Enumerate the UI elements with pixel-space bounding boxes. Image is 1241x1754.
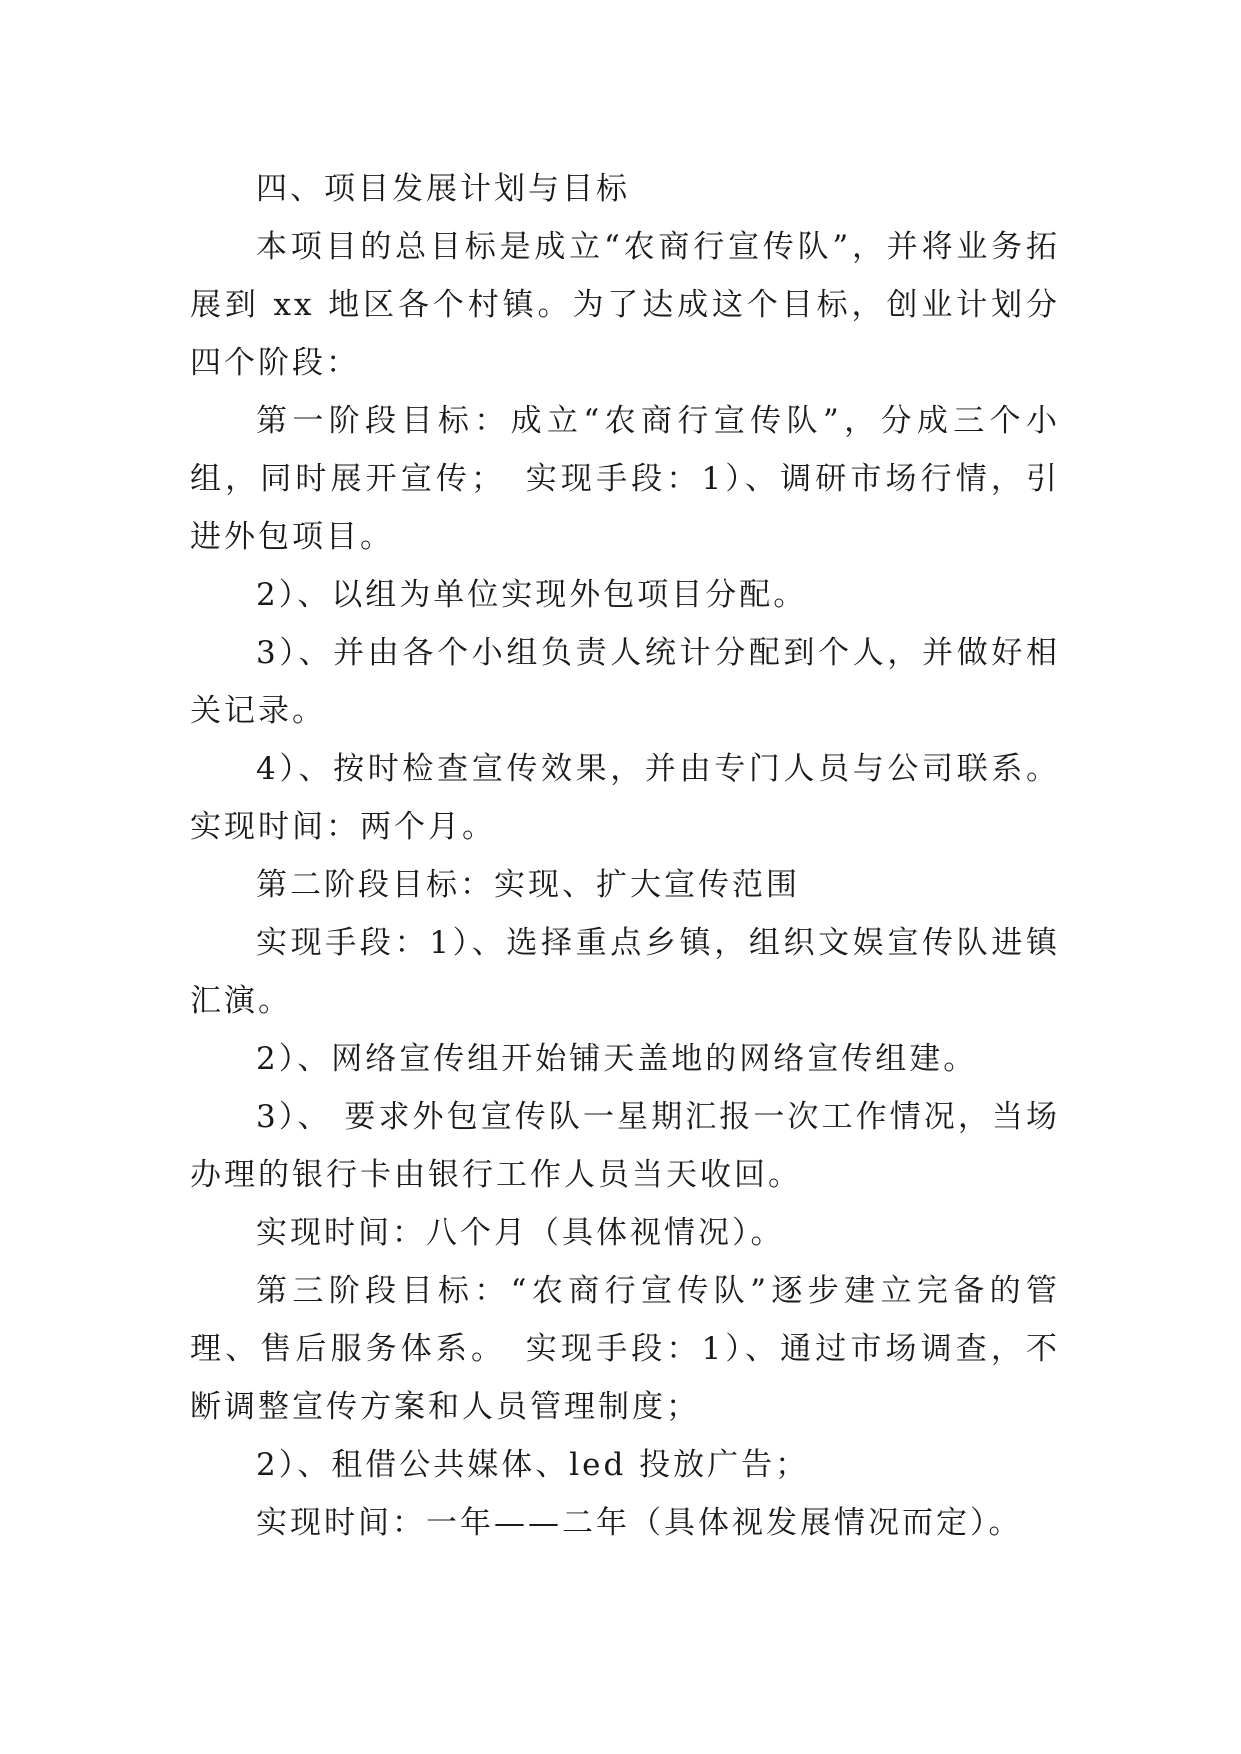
paragraph-stage-two-step-2: 2）、网络宣传组开始铺天盖地的网络宣传组建。 <box>256 1041 978 1077</box>
paragraph-stage-one-step-4: 4）、按时检查宣传效果，并由专门人员与公司联系。实现时间：两个月。 <box>190 751 1060 845</box>
paragraph-stage-two-step-1: 实现手段：1）、选择重点乡镇，组织文娱宣传队进镇汇演。 <box>190 925 1060 1019</box>
section-heading: 四、项目发展计划与目标 <box>256 171 630 207</box>
paragraph-stage-two-goal: 第二阶段目标：实现、扩大宣传范围 <box>256 867 800 903</box>
paragraph-stage-three-step-2: 2）、租借公共媒体、led 投放广告； <box>256 1447 810 1483</box>
paragraph-stage-one-step-3: 3）、并由各个小组负责人统计分配到个人，并做好相关记录。 <box>190 635 1060 729</box>
paragraph-stage-three-goal: 第三阶段目标：“农商行宣传队”逐步建立完备的管理、售后服务体系。 实现手段：1）、通过市场调查，不断调整宣传方案和人员管理制度； <box>190 1273 1060 1425</box>
document-body <box>190 160 1060 1552</box>
paragraph-stage-two-time: 实现时间：八个月（具体视情况）。 <box>256 1215 785 1251</box>
paragraph-overall-goal: 本项目的总目标是成立“农商行宣传队”，并将业务拓展到 xx 地区各个村镇。为了达成这个目标，创业计划分四个阶段： <box>190 229 1060 381</box>
paragraph-stage-one-goal: 第一阶段目标：成立“农商行宣传队”，分成三个小组，同时展开宣传； 实现手段：1）、调研市场行情，引进外包项目。 <box>190 403 1060 555</box>
paragraph-stage-two-step-3: 3）、 要求外包宣传队一星期汇报一次工作情况，当场办理的银行卡由银行工作人员当天收回。 <box>190 1099 1060 1193</box>
paragraph-stage-three-time: 实现时间：一年——二年（具体视发展情况而定）。 <box>256 1505 1023 1541</box>
paragraph-stage-one-step-2: 2）、以组为单位实现外包项目分配。 <box>256 577 808 613</box>
